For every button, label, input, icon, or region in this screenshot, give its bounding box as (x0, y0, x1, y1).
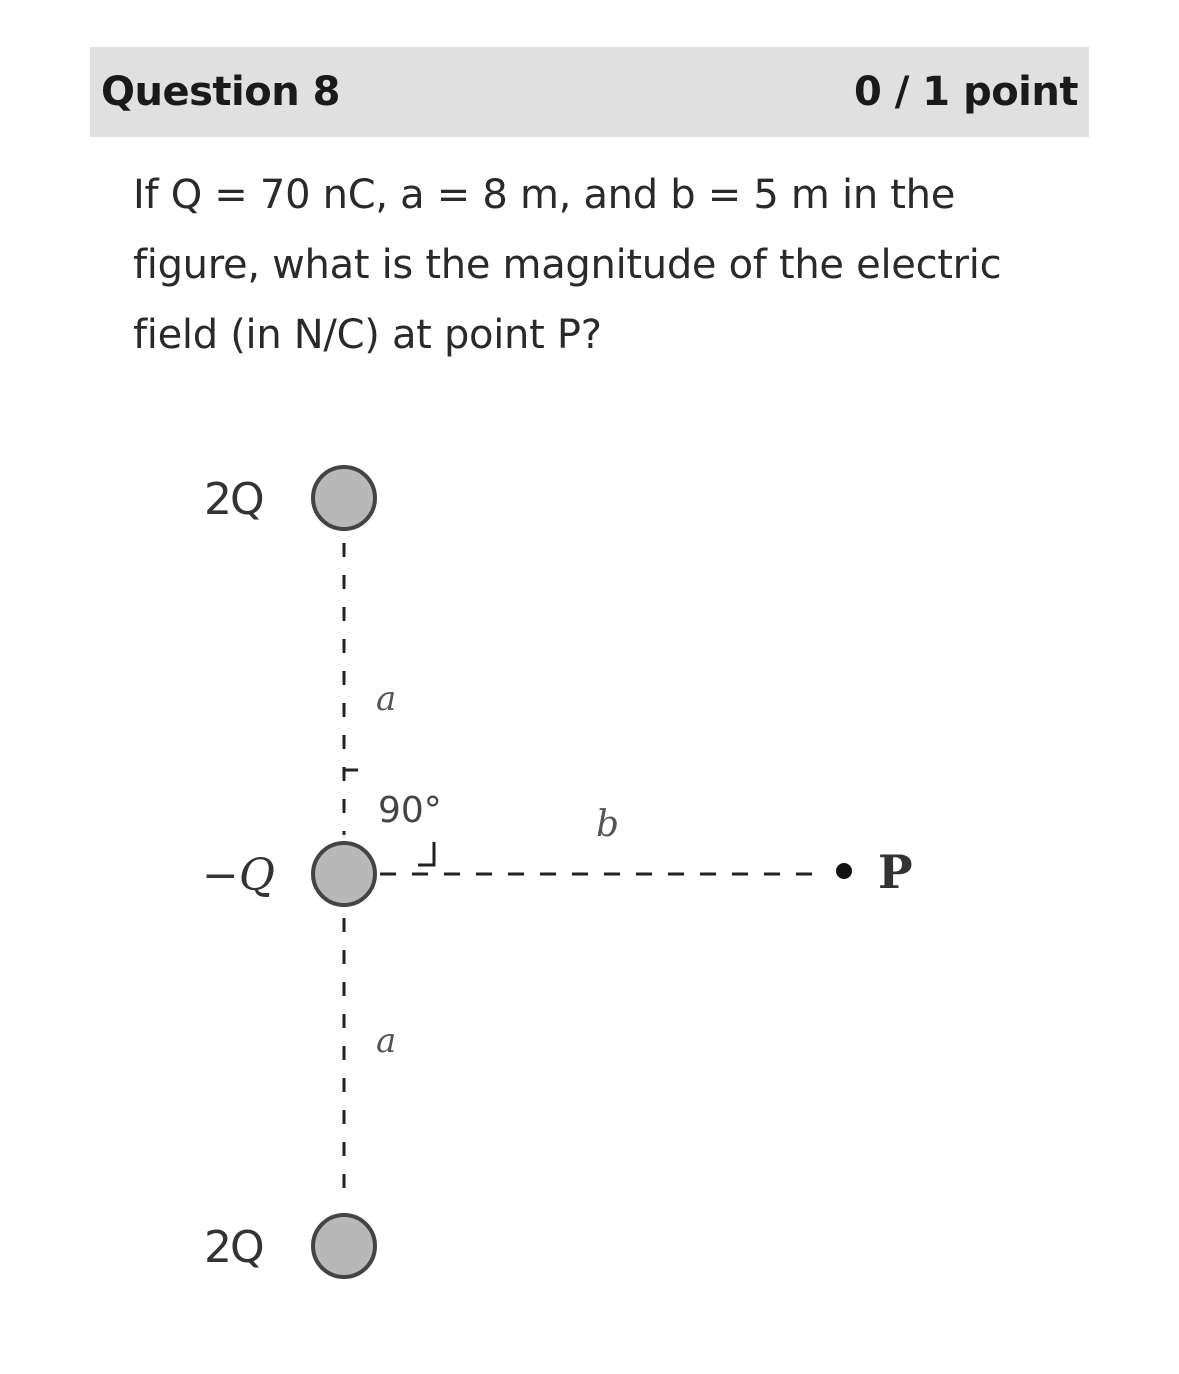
point-p-dot (836, 863, 852, 879)
question-points: 0 / 1 point (854, 69, 1078, 115)
right-angle-mark-upper (344, 770, 358, 778)
middle-charge-label: −Q (202, 850, 275, 901)
question-prompt: If Q = 70 nC, a = 8 m, and b = 5 m in the figure, what is the magnitude of the electric field (in N/C) at point P? (133, 172, 1002, 358)
charge-diagram-svg (180, 440, 940, 1300)
charge-diagram (180, 440, 940, 1300)
lower-distance-label: a (376, 1021, 397, 1061)
middle-charge (313, 843, 375, 905)
upper-distance-label: a (376, 679, 397, 719)
bottom-charge-label: 2Q (204, 1222, 263, 1273)
bottom-charge (313, 1215, 375, 1277)
question-title: Question 8 (101, 69, 340, 115)
horizontal-distance-label: b (596, 804, 620, 845)
point-p-label: P (878, 845, 913, 899)
top-charge (313, 467, 375, 529)
right-angle-mark-lower (418, 842, 434, 865)
angle-label: 90° (378, 790, 442, 831)
question-header (90, 47, 1089, 137)
top-charge-label: 2Q (204, 474, 263, 525)
